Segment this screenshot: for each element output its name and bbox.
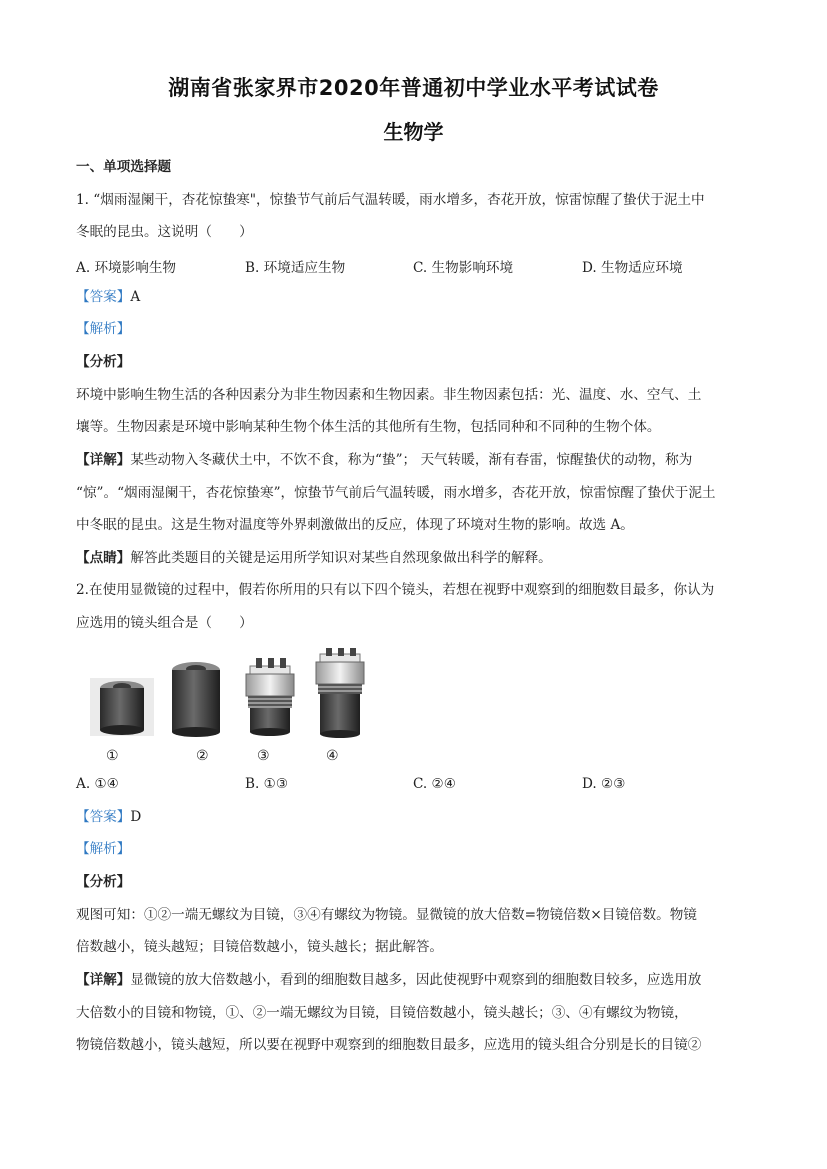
q1-analysis-tag: 【解析】 xyxy=(76,321,131,337)
lens-label-2: ② xyxy=(196,748,209,764)
q2-answer-tag: 【答案】 xyxy=(76,809,131,825)
objective-long-icon xyxy=(316,648,364,738)
document-subtitle: 生物学 xyxy=(383,120,444,144)
q2-option-d: D. ②③ xyxy=(582,776,626,792)
q1-fenxi-tag: 【分析】 xyxy=(76,354,131,370)
q1-tip-tag: 【点睛】 xyxy=(76,550,131,566)
q2-option-a: A. ①④ xyxy=(76,776,119,792)
q2-answer-value: D xyxy=(130,809,142,825)
q1-tip xyxy=(76,549,552,567)
q2-answer xyxy=(76,808,141,826)
q2-stem-line2: 应选用的镜头组合是（ ） xyxy=(76,615,253,631)
q1-detail-line3: 中冬眠的昆虫。这是生物对温度等外界刺激做出的反应，体现了环境对生物的影响。故选 A。 xyxy=(76,517,634,533)
q1-answer-tag: 【答案】 xyxy=(76,289,131,305)
q1-detail-line1 xyxy=(76,451,692,469)
q2-analysis-tag: 【解析】 xyxy=(76,841,131,857)
lens-label-3: ③ xyxy=(257,748,270,764)
lens-illustration xyxy=(88,648,388,768)
eyepiece-short-icon xyxy=(90,678,154,736)
q1-tip-text: 解答此类题目的关键是运用所学知识对某些自然现象做出科学的解释。 xyxy=(130,550,552,566)
q2-fenxi-tag: 【分析】 xyxy=(76,874,131,890)
q2-detail-tag: 【详解】 xyxy=(76,972,131,988)
q1-option-b: B. 环境适应生物 xyxy=(245,260,346,276)
q1-answer xyxy=(76,288,140,306)
q1-option-d: D. 生物适应环境 xyxy=(582,260,683,276)
q1-option-c: C. 生物影响环境 xyxy=(413,260,514,276)
q1-detail-tag: 【详解】 xyxy=(76,452,131,468)
q1-fenxi-line1: 环境中影响生物生活的各种因素分为非生物因素和生物因素。非生物因素包括：光、温度、水、空气、土 xyxy=(76,387,702,403)
q2-detail-line3: 物镜倍数越小，镜头越短，所以要在视野中观察到的细胞数目最多，应选用的镜头组合分别是长的目镜② xyxy=(76,1037,702,1053)
objective-short-icon xyxy=(246,658,294,736)
eyepiece-long-icon xyxy=(172,662,220,737)
q1-fenxi-line2: 壤等。生物因素是环境中影响某种生物个体生活的其他所有生物，包括同种和不同种的生物个体。 xyxy=(76,419,661,435)
q1-stem-line2: 冬眠的昆虫。这说明（ ） xyxy=(76,224,253,240)
q2-detail-line1 xyxy=(76,971,701,989)
document-title: 湖南省张家界市2020年普通初中学业水平考试试卷 xyxy=(168,76,659,100)
q1-stem-line1: 1. “烟雨湿阑干，杏花惊蛰寒"，惊蛰节气前后气温转暖，雨水增多，杏花开放，惊雷惊醒了蛰伏于泥土中 xyxy=(76,192,705,208)
q1-detail-text1: 某些动物入冬藏伏土中，不饮不食，称为“蛰”； 天气转暖，渐有春雷，惊醒蛰伏的动物，称为 xyxy=(130,452,693,468)
q2-detail-line2: 大倍数小的目镜和物镜，①、②一端无螺纹为目镜，目镜倍数越小，镜头越长；③、④有螺纹为物镜， xyxy=(76,1005,688,1021)
q1-answer-value: A xyxy=(130,289,141,305)
q2-detail-text1: 显微镜的放大倍数越小，看到的细胞数目越多，因此使视野中观察到的细胞数目较多，应选用放 xyxy=(130,972,702,988)
q2-fenxi-line1: 观图可知：①②一端无螺纹为目镜，③④有螺纹为物镜。显微镜的放大倍数=物镜倍数×目镜倍数。物镜 xyxy=(76,907,697,923)
q2-stem-line1: 2.在使用显微镜的过程中，假若你所用的只有以下四个镜头，若想在视野中观察到的细胞数目最多，你认为 xyxy=(76,582,715,598)
lens-label-1: ① xyxy=(106,748,119,764)
q2-option-c: C. ②④ xyxy=(413,776,456,792)
q2-option-b: B. ①③ xyxy=(245,776,289,792)
q1-detail-line2: “惊”。“烟雨湿阑干，杏花惊蛰寒”，惊蛰节气前后气温转暖，雨水增多，杏花开放，惊雷惊醒了蛰伏于泥土 xyxy=(76,485,716,501)
q1-option-a: A. 环境影响生物 xyxy=(76,260,177,276)
q2-fenxi-line2: 倍数越小，镜头越短；目镜倍数越小，镜头越长；据此解答。 xyxy=(76,939,444,955)
lens-figure xyxy=(88,648,388,768)
lens-label-4: ④ xyxy=(326,748,339,764)
section-title: 一、单项选择题 xyxy=(76,159,172,175)
